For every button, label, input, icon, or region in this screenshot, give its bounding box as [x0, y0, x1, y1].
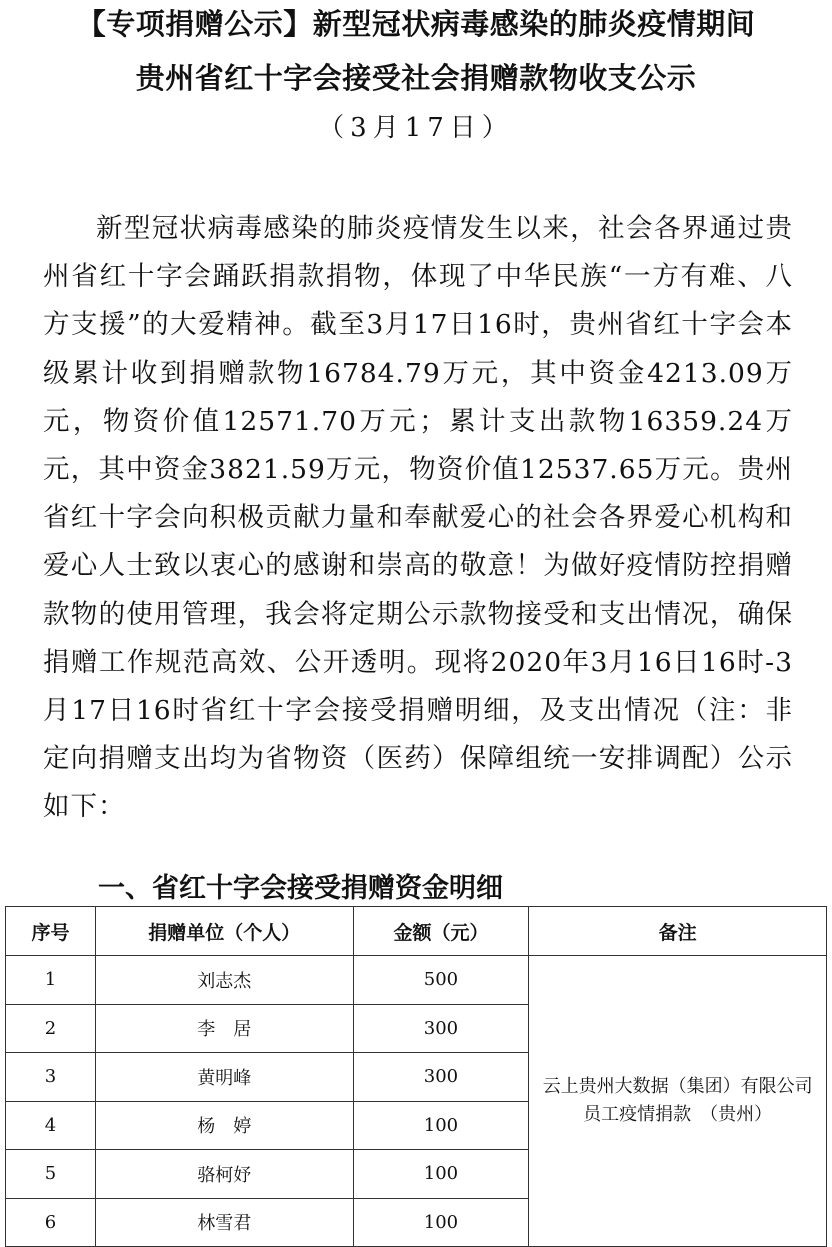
header-remark: 备注	[529, 907, 827, 956]
donor-name: 杨 婷	[95, 1101, 353, 1150]
row-number: 2	[6, 1004, 96, 1053]
donation-amount: 300	[353, 1053, 529, 1102]
remark-line-1: 云上贵州大数据（集团）有限公司	[542, 1076, 813, 1097]
donor-name: 刘志杰	[95, 956, 353, 1005]
remark-cell	[529, 956, 827, 1247]
table-row	[6, 956, 827, 1005]
row-number: 3	[6, 1053, 96, 1102]
donation-table	[5, 906, 827, 1247]
donation-amount: 100	[353, 1150, 529, 1199]
header-no: 序号	[6, 907, 96, 956]
donor-name: 林雪君	[95, 1198, 353, 1247]
section-heading: 一、省红十字会接受捐赠资金明细	[98, 873, 503, 904]
title-line-1: 【专项捐赠公示】新型冠状病毒感染的肺炎疫情期间	[76, 7, 756, 41]
table-header-row	[6, 907, 827, 956]
row-number: 5	[6, 1150, 96, 1199]
publish-date: （3月17日）	[318, 113, 514, 143]
donor-name: 骆柯妤	[95, 1150, 353, 1199]
donation-amount: 100	[353, 1101, 529, 1150]
donor-name: 黄明峰	[95, 1053, 353, 1102]
row-number: 4	[6, 1101, 96, 1150]
intro-paragraph: 新型冠状病毒感染的肺炎疫情发生以来，社会各界通过贵州省红十字会踊跃捐款捐物，体现了中华民族“一方有难、八方支援”的大爱精神。截至3月17日16时，贵州省红十字会本级累计收到捐赠款物16784.79万元，其中资金4213.09万元，物资价值12571.70万元；累计支出款物16359.24万元，其中资金3821.59万元，物资价值12537.65万元。贵州省红十字会向积极贡献力量和奉献爱心的社会各界爱心机构和爱心人士致以衷心的感谢和崇高的敬意！为做好疫情防控捐赠款物的使用管理，我会将定期公示款物接受和支出情况，确保捐赠工作规范高效、公开透明。现将2020年3月16日16时-3月17日16时省红十字会接受捐赠明细，及支出情况（注：非定向捐赠支出均为省物资（医药）保障组统一安排调配）公示如下：	[43, 213, 793, 823]
donation-amount: 500	[353, 956, 529, 1005]
donation-amount: 100	[353, 1198, 529, 1247]
row-number: 1	[6, 956, 96, 1005]
title-line-2: 贵州省红十字会接受社会捐赠款物收支公示	[135, 61, 697, 95]
donation-amount: 300	[353, 1004, 529, 1053]
header-amount: 金额（元）	[353, 907, 529, 956]
header-donor: 捐赠单位（个人）	[95, 907, 353, 956]
remark-line-2: 员工疫情捐款 （贵州）	[583, 1104, 773, 1125]
row-number: 6	[6, 1198, 96, 1247]
donor-name: 李 居	[95, 1004, 353, 1053]
